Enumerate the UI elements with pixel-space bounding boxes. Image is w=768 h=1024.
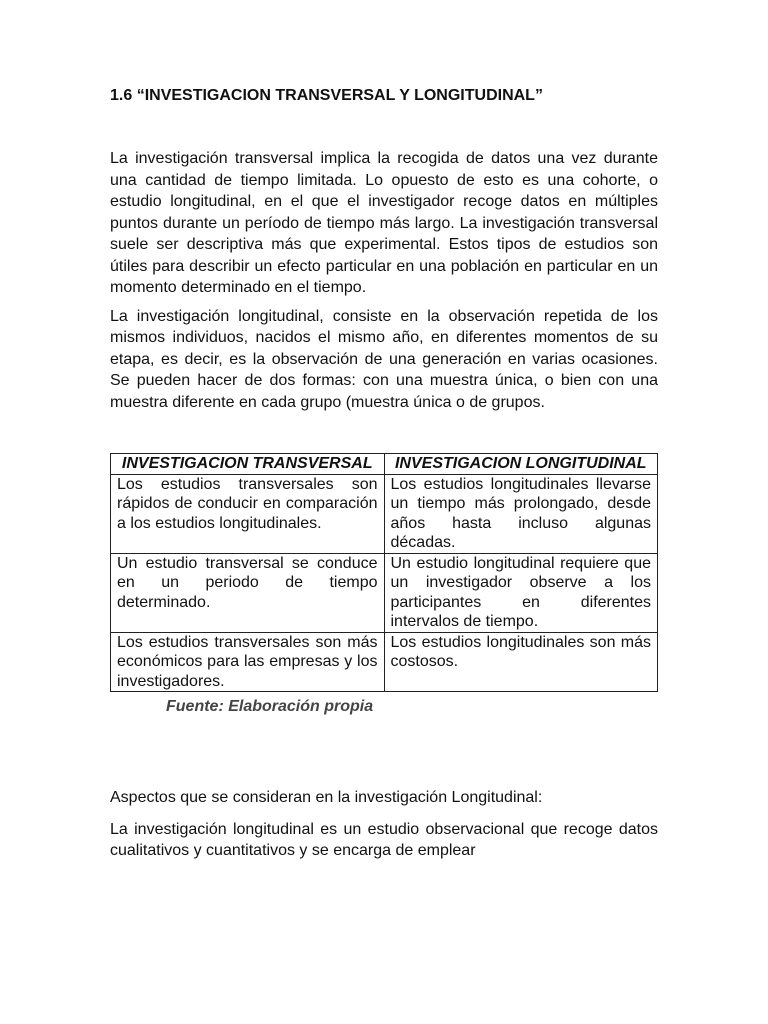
table-cell-longitudinal: Un estudio longitudinal requiere que un investigador observe a los participantes en diferentes intervalos de tiempo. bbox=[384, 553, 658, 632]
section-heading: 1.6 “INVESTIGACION TRANSVERSAL Y LONGITUDINAL” bbox=[110, 87, 543, 104]
document-page bbox=[110, 86, 658, 862]
table-cell-transversal: Los estudios transversales son rápidos de conducir en comparación a los estudios longitudinales. bbox=[111, 474, 385, 553]
paragraph-longitudinal: La investigación longitudinal, consiste en la observación repetida de los mismos individuos, nacidos el mismo año, en diferentes momentos de su etapa, es decir, es la observación de una generación en varias ocasiones. Se pueden hacer de dos formas: con una muestra única, o bien con una muestra diferente en cada grupo (muestra única o de grupos. bbox=[110, 307, 658, 411]
table-cell-transversal: Un estudio transversal se conduce en un periodo de tiempo determinado. bbox=[111, 553, 385, 632]
table-row bbox=[111, 474, 658, 553]
aspects-paragraph: La investigación longitudinal es un estudio observacional que recoge datos cualitativos y cuantitativos y se encarga de emplear bbox=[110, 820, 658, 859]
table-header-row bbox=[111, 454, 658, 475]
table-header-longitudinal: INVESTIGACION LONGITUDINAL bbox=[384, 454, 658, 475]
aspects-intro: Aspectos que se consideran en la investigación Longitudinal: bbox=[110, 789, 543, 806]
table-row bbox=[111, 553, 658, 632]
table-cell-longitudinal: Los estudios longitudinales llevarse un tiempo más prolongado, desde años hasta incluso algunas décadas. bbox=[384, 474, 658, 553]
table-row bbox=[111, 632, 658, 692]
paragraph-transversal: La investigación transversal implica la recogida de datos una vez durante una cantidad de tiempo limitada. Lo opuesto de esto es una cohorte, o estudio longitudinal, en el que el investigador recoge datos en múltiples puntos durante un período de tiempo más largo. La investigación transversal suele ser descriptiva más que experimental. Estos tipos de estudios son útiles para describir un efecto particular en una población en particular en un momento determinado en el tiempo. bbox=[110, 150, 658, 296]
table-source-caption: Fuente: Elaboración propia bbox=[166, 698, 374, 715]
table-cell-longitudinal: Los estudios longitudinales son más costosos. bbox=[384, 632, 658, 692]
comparison-table bbox=[110, 453, 658, 692]
table-cell-transversal: Los estudios transversales son más económicos para las empresas y los investigadores. bbox=[111, 632, 385, 692]
table-header-transversal: INVESTIGACION TRANSVERSAL bbox=[111, 454, 385, 475]
